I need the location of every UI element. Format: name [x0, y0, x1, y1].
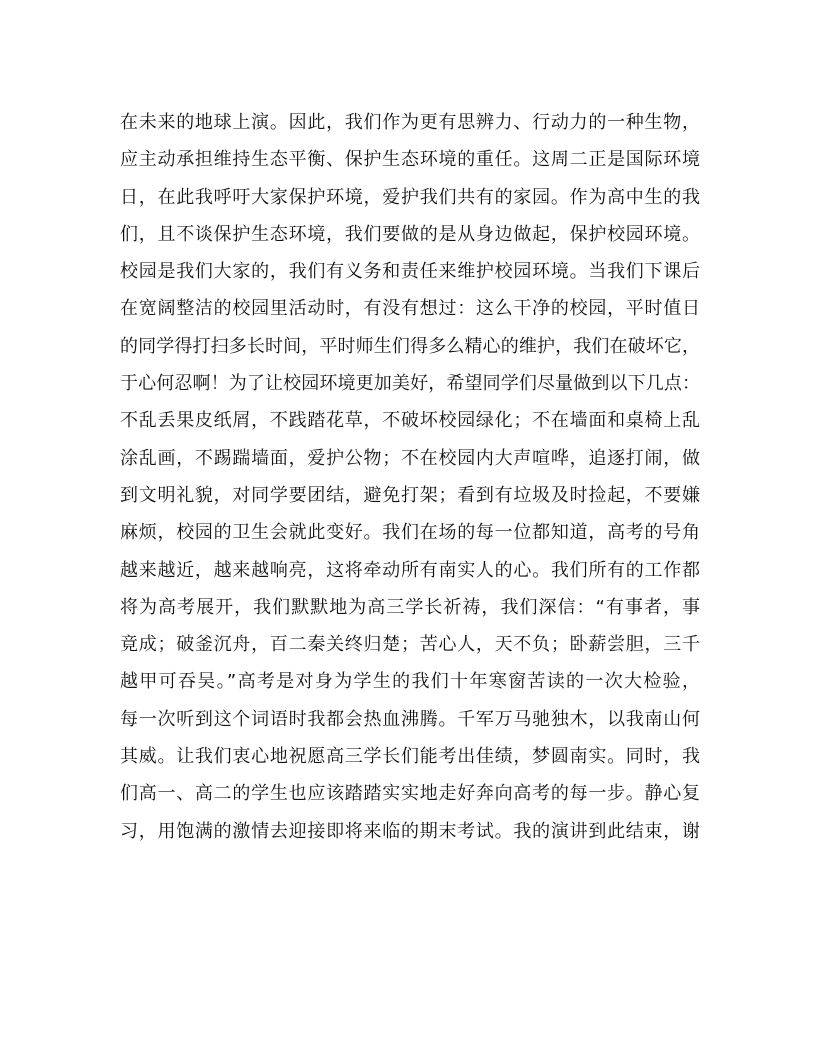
text-line: 不乱丢果皮纸屑，不践踏花草，不破坏校园绿化；不在墙面和桌椅上乱 — [120, 410, 700, 432]
speech-body-text — [120, 104, 700, 850]
text-line: 日，在此我呼吁大家保护环境，爱护我们共有的家园。作为高中生的我 — [120, 186, 700, 208]
text-line: 越甲可吞吴。”高考是对身为学生的我们十年寒窗苦读的一次大检验， — [120, 671, 700, 693]
text-line: 越来越近，越来越响亮，这将牵动所有南实人的心。我们所有的工作都 — [120, 559, 700, 581]
text-line: 将为高考展开，我们默默地为高三学长祈祷，我们深信：“有事者，事 — [120, 596, 700, 618]
text-line: 习，用饱满的激情去迎接即将来临的期末考试。我的演讲到此结束，谢 — [120, 820, 700, 842]
text-line: 校园是我们大家的，我们有义务和责任来维护校园环境。当我们下课后 — [120, 261, 700, 283]
text-line: 竟成；破釜沉舟，百二秦关终归楚；苦心人，天不负；卧薪尝胆，三千 — [120, 634, 700, 656]
text-line: 们高一、高二的学生也应该踏踏实实地走好奔向高考的每一步。静心复 — [120, 783, 700, 805]
text-line: 应主动承担维持生态平衡、保护生态环境的重任。这周二正是国际环境 — [120, 149, 700, 171]
text-line: 在未来的地球上演。因此，我们作为更有思辨力、行动力的一种生物， — [120, 112, 700, 133]
text-line: 其威。让我们衷心地祝愿高三学长们能考出佳绩，梦圆南实。同时，我 — [120, 746, 700, 768]
text-line: 于心何忍啊！为了让校园环境更加美好，希望同学们尽量做到以下几点： — [120, 373, 700, 395]
text-line: 到文明礼貌，对同学要团结，避免打架；看到有垃圾及时捡起，不要嫌 — [120, 484, 700, 506]
text-line: 麻烦，校园的卫生会就此变好。我们在场的每一位都知道，高考的号角 — [120, 522, 700, 544]
text-line: 每一次听到这个词语时我都会热血沸腾。千军万马驰独木，以我南山何 — [120, 708, 700, 730]
text-line: 的同学得打扫多长时间，平时师生们得多么精心的维护，我们在破坏它， — [120, 335, 700, 357]
text-line: 涂乱画，不踢踹墙面，爱护公物；不在校园内大声喧哗，追逐打闹，做 — [120, 447, 700, 469]
text-line: 在宽阔整洁的校园里活动时，有没有想过：这么干净的校园，平时值日 — [120, 298, 700, 320]
text-line: 们，且不谈保护生态环境，我们要做的是从身边做起，保护校园环境。 — [120, 223, 700, 245]
